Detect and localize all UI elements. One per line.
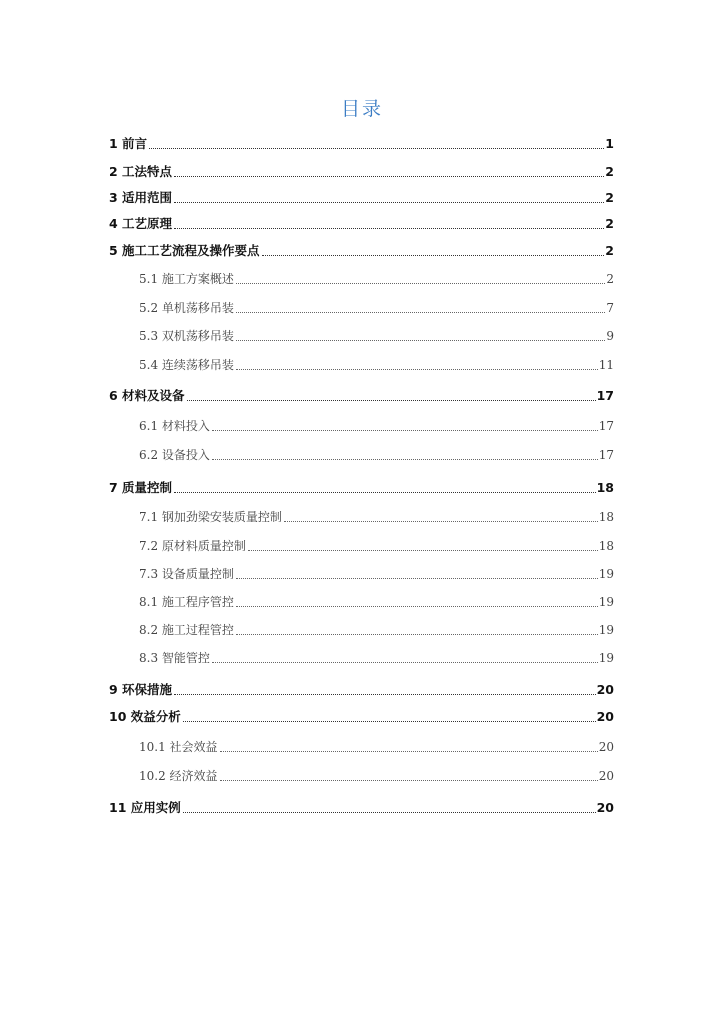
- toc-entry-page-number: 18: [598, 539, 614, 553]
- toc-entry-page-number: 18: [596, 480, 614, 495]
- toc-entry-label: 10.1 社会效益: [139, 740, 218, 754]
- toc-dot-leader: [236, 283, 605, 284]
- toc-dot-leader: [220, 780, 598, 781]
- toc-entry[interactable]: [139, 592, 614, 612]
- toc-dot-leader: [262, 255, 605, 256]
- toc-entry[interactable]: [109, 188, 614, 208]
- toc-entry-page-number: 2: [605, 216, 614, 231]
- toc-entry-label: 8.1 施工程序管控: [139, 595, 234, 609]
- toc-entry-page-number: 20: [596, 709, 614, 724]
- toc-dot-leader: [236, 369, 598, 370]
- toc-entry-label: 5.4 连续荡移吊装: [139, 358, 234, 372]
- toc-dot-leader: [248, 550, 598, 551]
- toc-dot-leader: [174, 202, 604, 203]
- toc-entry-label: 10 效益分析: [109, 709, 181, 724]
- toc-entry-page-number: 9: [606, 329, 614, 343]
- toc-entry-label: 8.2 施工过程管控: [139, 623, 234, 637]
- toc-entry-label: 6.2 设备投入: [139, 448, 210, 462]
- toc-entry[interactable]: [139, 737, 614, 757]
- toc-entry-label: 6 材料及设备: [109, 388, 185, 403]
- toc-dot-leader: [174, 228, 604, 229]
- toc-dot-leader: [236, 578, 598, 579]
- toc-entry[interactable]: [139, 620, 614, 640]
- toc-dot-leader: [212, 662, 598, 663]
- toc-dot-leader: [187, 400, 596, 401]
- toc-entry-page-number: 20: [596, 800, 614, 815]
- toc-entry-label: 5.1 施工方案概述: [139, 272, 234, 286]
- toc-entry-label: 3 适用范围: [109, 190, 173, 205]
- toc-dot-leader: [284, 521, 598, 522]
- toc-entry[interactable]: [109, 162, 614, 182]
- toc-entry-page-number: 19: [598, 651, 614, 665]
- toc-entry-label: 8.3 智能管控: [139, 651, 210, 665]
- toc-entry-page-number: 20: [596, 682, 614, 697]
- toc-entry-page-number: 20: [598, 769, 614, 783]
- toc-entry[interactable]: [139, 445, 614, 465]
- toc-entry[interactable]: [139, 648, 614, 668]
- toc-entry[interactable]: [139, 269, 614, 289]
- toc-entry-label: 11 应用实例: [109, 800, 181, 815]
- toc-entry-label: 4 工艺原理: [109, 216, 173, 231]
- toc-entry[interactable]: [139, 298, 614, 318]
- toc-entry-page-number: 17: [596, 388, 614, 403]
- toc-entry[interactable]: [109, 478, 614, 498]
- toc-entry-label: 9 环保措施: [109, 682, 173, 697]
- toc-dot-leader: [174, 176, 604, 177]
- toc-dot-leader: [236, 340, 605, 341]
- toc-dot-leader: [174, 694, 596, 695]
- toc-dot-leader: [212, 430, 598, 431]
- toc-entry-label: 7.3 设备质量控制: [139, 567, 234, 581]
- toc-entry[interactable]: [139, 564, 614, 584]
- toc-entry-label: 2 工法特点: [109, 164, 173, 179]
- toc-entry-page-number: 7: [606, 301, 614, 315]
- toc-dot-leader: [149, 148, 604, 149]
- toc-entry-page-number: 2: [606, 272, 614, 286]
- toc-dot-leader: [236, 634, 598, 635]
- toc-entry-page-number: 19: [598, 623, 614, 637]
- toc-entry-label: 5 施工工艺流程及操作要点: [109, 243, 260, 258]
- toc-entry[interactable]: [139, 355, 614, 375]
- toc-entry-page-number: 18: [598, 510, 614, 524]
- toc-dot-leader: [183, 812, 596, 813]
- toc-entry[interactable]: [109, 707, 614, 727]
- toc-entry-page-number: 19: [598, 595, 614, 609]
- toc-entry-label: 10.2 经济效益: [139, 769, 218, 783]
- toc-entry[interactable]: [109, 241, 614, 261]
- toc-entry-page-number: 2: [605, 243, 614, 258]
- toc-entry[interactable]: [109, 798, 614, 818]
- toc-entry-page-number: 1: [605, 136, 614, 151]
- toc-entry-label: 6.1 材料投入: [139, 419, 210, 433]
- toc-dot-leader: [183, 721, 596, 722]
- toc-entry[interactable]: [139, 507, 614, 527]
- toc-entry[interactable]: [109, 214, 614, 234]
- toc-entry-page-number: 2: [605, 164, 614, 179]
- toc-entry-label: 7 质量控制: [109, 480, 173, 495]
- toc-entry[interactable]: [109, 134, 614, 154]
- toc-entry-page-number: 20: [598, 740, 614, 754]
- toc-entry-label: 5.2 单机荡移吊装: [139, 301, 234, 315]
- toc-entry-label: 7.1 钢加劲梁安装质量控制: [139, 510, 282, 524]
- toc-entry-page-number: 11: [598, 358, 614, 372]
- toc-entry-page-number: 19: [598, 567, 614, 581]
- toc-entry-page-number: 17: [598, 419, 614, 433]
- toc-dot-leader: [236, 606, 598, 607]
- toc-entry[interactable]: [139, 416, 614, 436]
- toc-dot-leader: [220, 751, 598, 752]
- toc-entry[interactable]: [109, 680, 614, 700]
- toc-entry[interactable]: [139, 326, 614, 346]
- toc-entry[interactable]: [109, 386, 614, 406]
- toc-entry[interactable]: [139, 766, 614, 786]
- toc-entry-page-number: 2: [605, 190, 614, 205]
- toc-entry-label: 5.3 双机荡移吊装: [139, 329, 234, 343]
- toc-entry-label: 1 前言: [109, 136, 148, 151]
- toc-entry-page-number: 17: [598, 448, 614, 462]
- toc-dot-leader: [236, 312, 605, 313]
- toc-entry-label: 7.2 原材料质量控制: [139, 539, 246, 553]
- toc-title: 目录: [340, 98, 383, 120]
- toc-entry[interactable]: [139, 536, 614, 556]
- toc-dot-leader: [174, 492, 596, 493]
- toc-dot-leader: [212, 459, 598, 460]
